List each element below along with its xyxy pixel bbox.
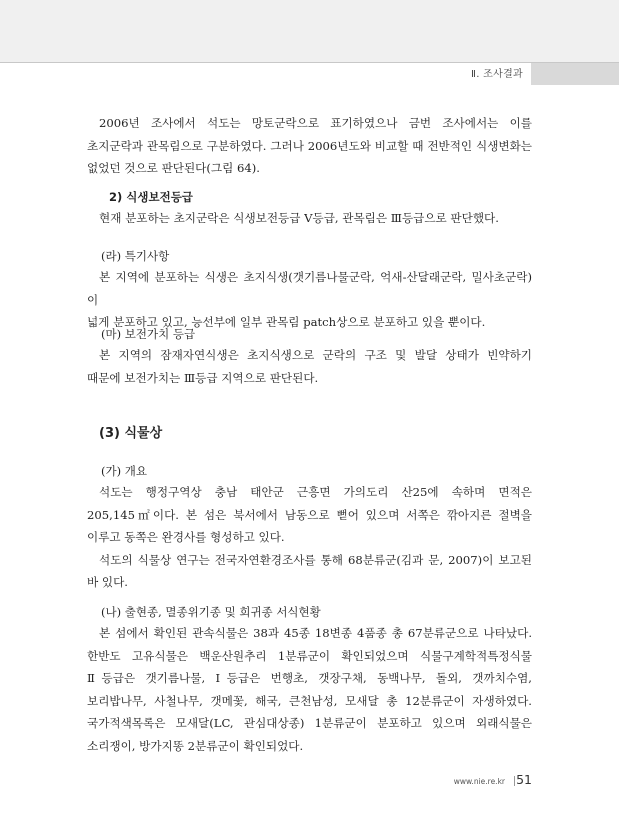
text-line: 석도는 행정구역상 충남 태안군 근흥면 가의도리 산25에 속하며 면적은 — [99, 485, 532, 499]
text-line: 한반도 고유식물은 백운산원추리 1분류군이 확인되었으며 식물구계학적특정식물 — [87, 648, 532, 663]
text-line: 205,145㎡이다. 본 섬은 북서에서 남동으로 뻗어 있으며 서쪽은 깎아지른 절벽을 — [87, 507, 532, 522]
text-line: 본 섬에서 확인된 관속식물은 38과 45종 18변종 4품종 총 67분류군으로 나타났다. — [99, 626, 532, 640]
text-line: 본 지역에 분포하는 식생은 초지식생(갯기름나물군락, 억새-산달래군락, 밀사초군락)이 — [87, 270, 532, 307]
subheading: 2) 식생보전등급 — [109, 190, 193, 204]
text-line: 소리쟁이, 방가지똥 2분류군이 확인되었다. — [87, 738, 304, 753]
text-line: 없었던 것으로 판단된다(그림 64). — [87, 161, 260, 175]
subheading: (라) 특기사항 — [101, 249, 170, 263]
text-line: 때문에 보전가치는 Ⅲ등급 지역으로 판단된다. — [87, 370, 319, 385]
vegetation-grade-section — [87, 187, 532, 229]
text-line: 2006년 조사에서 석도는 망토군락으로 표기하였으나 금번 조사에서는 이를 — [99, 116, 532, 130]
header-rule — [0, 62, 619, 63]
text-line: 국가적색목록은 모새달(LC, 관심대상종) 1분류군이 분포하고 있으며 외래식물은 — [87, 716, 532, 730]
footer-url: www.nie.re.kr — [453, 777, 505, 786]
header-band — [0, 0, 619, 62]
overview-section — [87, 461, 532, 594]
chapter-header: Ⅱ. 조사결과 — [470, 69, 523, 80]
header-tab — [531, 63, 619, 85]
flora-section-heading — [87, 424, 532, 444]
text-line: 넓게 분포하고 있고, 능선부에 일부 관목림 patch상으로 분포하고 있을 뿐이다. — [87, 315, 486, 329]
special-notes-section — [87, 246, 532, 334]
text-line: 보리밥나무, 사철나무, 갯메꽃, 해국, 큰천남성, 모새달 총 12분류군이 자생하였다. — [87, 693, 532, 708]
text-line: 바 있다. — [87, 575, 128, 589]
subheading: (가) 개요 — [101, 464, 147, 478]
species-section — [87, 602, 532, 757]
section-title: (3) 식물상 — [99, 426, 163, 441]
page-number: 51 — [516, 772, 532, 787]
footer-divider — [514, 776, 515, 786]
conservation-grade-section — [87, 324, 532, 389]
subheading: (나) 출현종, 멸종위기종 및 희귀종 서식현황 — [101, 605, 321, 619]
subheading: (마) 보전가치 등급 — [101, 327, 196, 341]
text-line: Ⅱ등급은 갯기름나물, Ⅰ등급은 번행초, 갯장구채, 동백나무, 돌외, 갯까치수염, — [87, 671, 532, 685]
text-line: 현재 분포하는 초지군락은 식생보전등급 Ⅴ등급, 관목림은 Ⅲ등급으로 판단했다. — [99, 211, 499, 225]
text-line: 초지군락과 관목림으로 구분하였다. 그러나 2006년도와 비교할 때 전반적인 식생변화는 — [87, 138, 532, 153]
text-line: 본 지역의 잠재자연식생은 초지식생으로 군락의 구조 및 발달 상태가 빈약하기 — [99, 348, 532, 362]
text-line: 이루고 동쪽은 완경사를 형성하고 있다. — [87, 530, 285, 544]
text-line: 석도의 식물상 연구는 전국자연환경조사를 통해 68분류군(김과 문, 2007)이 보고된 — [99, 552, 532, 567]
intro-paragraph — [87, 112, 532, 180]
